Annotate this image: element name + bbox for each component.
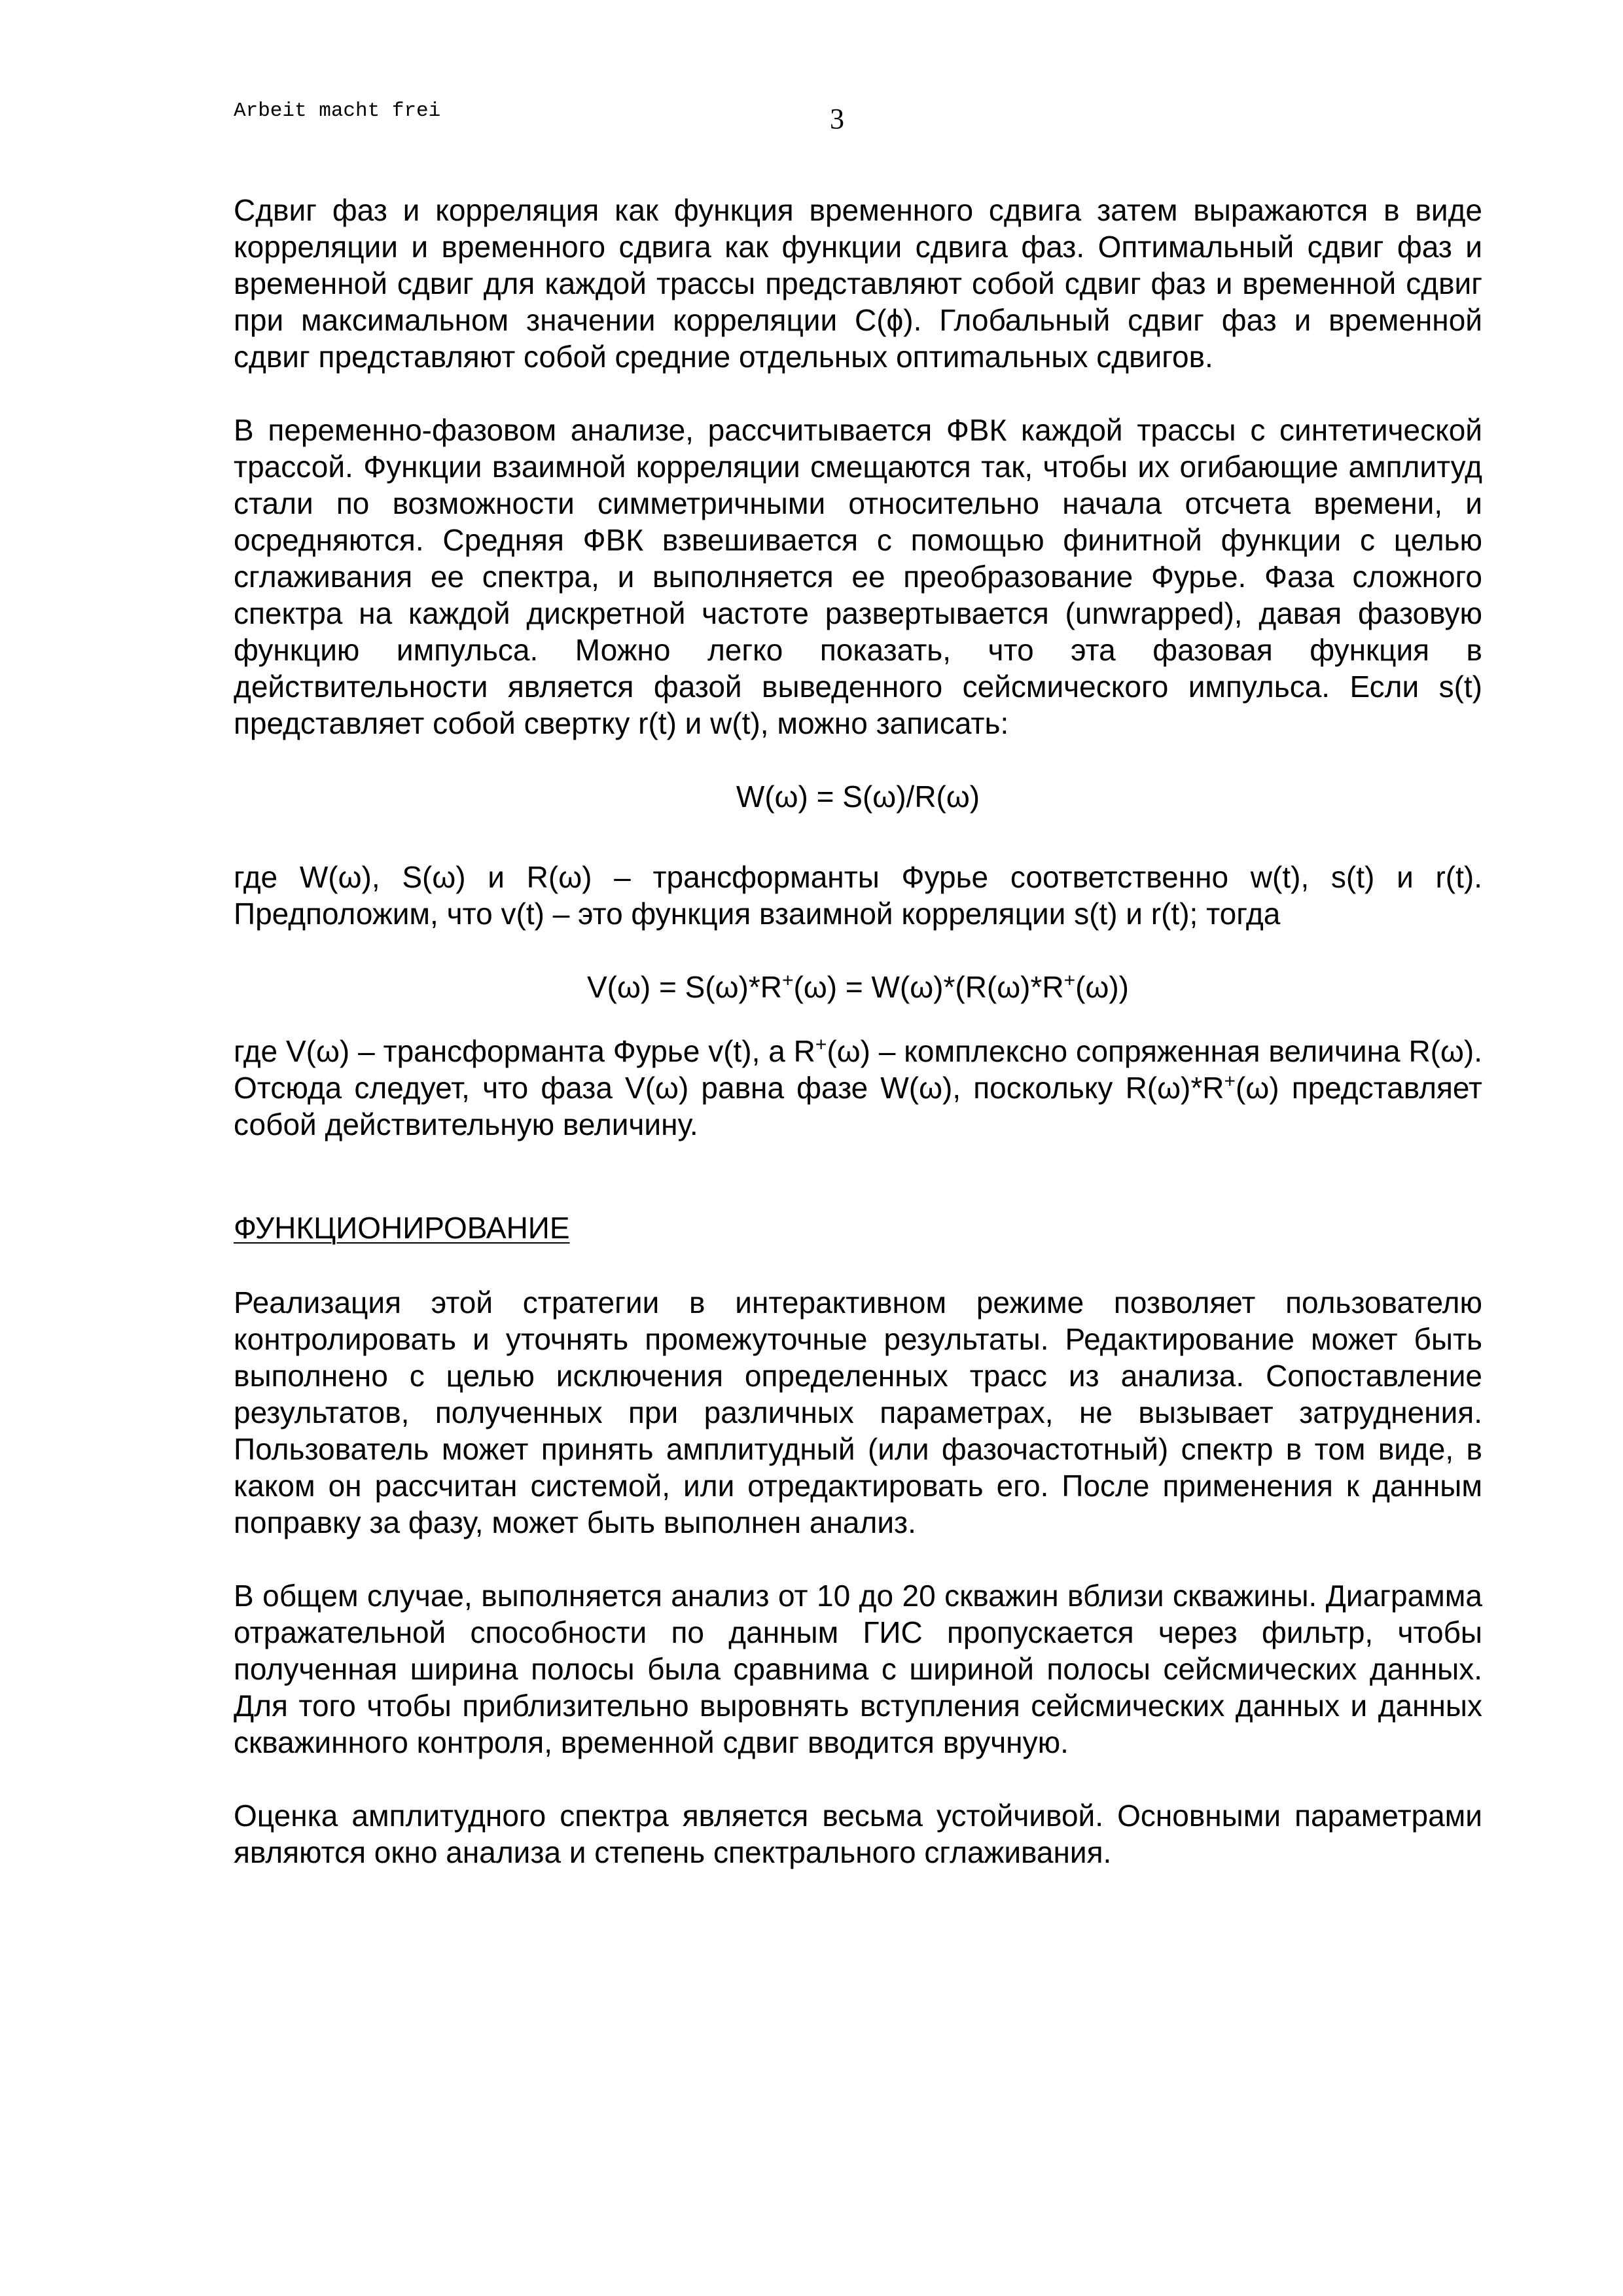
p4-part3: (ω) представляет собой действительную величину.: [234, 1071, 1482, 1141]
p4-part2: (ω) – комплексно сопряженная величина R(ω). Отсюда следует, что фаза V(ω) равна фазе W(ω), поскольку R(ω)*R: [234, 1034, 1482, 1105]
paragraph-interactive-mode: Реализация этой стратегии в интерактивном режиме позволяет пользователю контролировать и уточнять промежуточные результаты. Редактирование может быть выполнено с целью исключения определенных трасс из анализа. Сопоставление результатов, полученных при различных параметрах, не вызывает затруднения. Пользователь может принять амплитудный (или фазочастотный) спектр в том виде, в каком он рассчитан системой, или отредактировать его. После применения к данным поправку за фазу, может быть выполнен анализ.: [234, 1285, 1482, 1539]
paragraph-well-analysis: В общем случае, выполняется анализ от 10 до 20 скважин вблизи скважины. Диаграмма отражательной способности по данным ГИС пропускается через фильтр, чтобы полученная ширина полосы была сравнима с шириной полосы сейсмических данных. Для того чтобы приблизительно выровнять вступления сейсмических данных и данных скважинного контроля, временной сдвиг вводится вручную.: [234, 1579, 1482, 1759]
formula2-superscript-1: +: [782, 969, 794, 992]
paragraph-phase-conclusion: [234, 1033, 1482, 1143]
section-heading-functioning: ФУНКЦИОНИРОВАНИЕ: [234, 1211, 570, 1245]
p4-part1: где V(ω) – трансформанта Фурье v(t), а R: [234, 1034, 815, 1068]
formula2-part2: (ω) = W(ω)*(R(ω)*R: [793, 970, 1064, 1004]
page-number: 3: [830, 103, 844, 135]
p4-superscript-2: +: [1224, 1070, 1236, 1092]
paragraph-variable-phase-analysis: В переменно-фазовом анализе, рассчитывается ФВК каждой трассы с синтетической трассой. Функции взаимной корреляции смещаются так, чтобы их огибающие амплитуд стали по возможности симметричными относительно начала отсчета времени, и осредняются. Средняя ФВК взвешивается с помощью финитной функции с целью сглаживания ее спектра, и выполняется ее преобразование Фурье. Фаза сложного спектра на каждой дискретной частоте развертывается (unwrapped), давая фазовую функцию импульса. Можно легко показать, что эта фазовая функция в действительности является фазой выведенного сейсмического импульса. Если s(t) представляет собой свертку r(t) и w(t), можно записать:: [234, 413, 1482, 740]
page-body: [234, 192, 1482, 1871]
formula-wavelet-spectrum: W(ω) = S(ω)/R(ω): [736, 780, 980, 814]
paragraph-fourier-transforms: где W(ω), S(ω) и R(ω) – трансформанты Фурье соответственно w(t), s(t) и r(t). Предположим, что v(t) – это функция взаимной корреляции s(t) и r(t); тогда: [234, 860, 1482, 931]
formula2-part1: V(ω) = S(ω)*R: [586, 970, 782, 1004]
paragraph-phase-shift-correlation: Сдвиг фаз и корреляция как функция временного сдвига затем выражаются в виде корреляции и временного сдвига как функции сдвига фаз. Оптимальный сдвиг фаз и временной сдвиг для каждой трассы представляют собой сдвиг фаз и временной сдвиг при максимальном значении корреляции С(ϕ). Глобальный сдвиг фаз и временной сдвиг представляют собой средние отдельных оптиmальных сдвигов.: [234, 193, 1482, 374]
paragraph-amplitude-spectrum: Оценка амплитудного спектра является весьма устойчивой. Основными параметрами являются окно анализа и степень спектрального сглаживания.: [234, 1799, 1482, 1869]
formula2-part3: (ω)): [1075, 970, 1129, 1004]
formula-cross-correlation-spectrum: [234, 969, 1482, 1005]
p4-superscript-1: +: [815, 1033, 827, 1056]
running-header: Arbeit macht frei: [234, 99, 441, 122]
formula2-superscript-2: +: [1063, 969, 1076, 992]
